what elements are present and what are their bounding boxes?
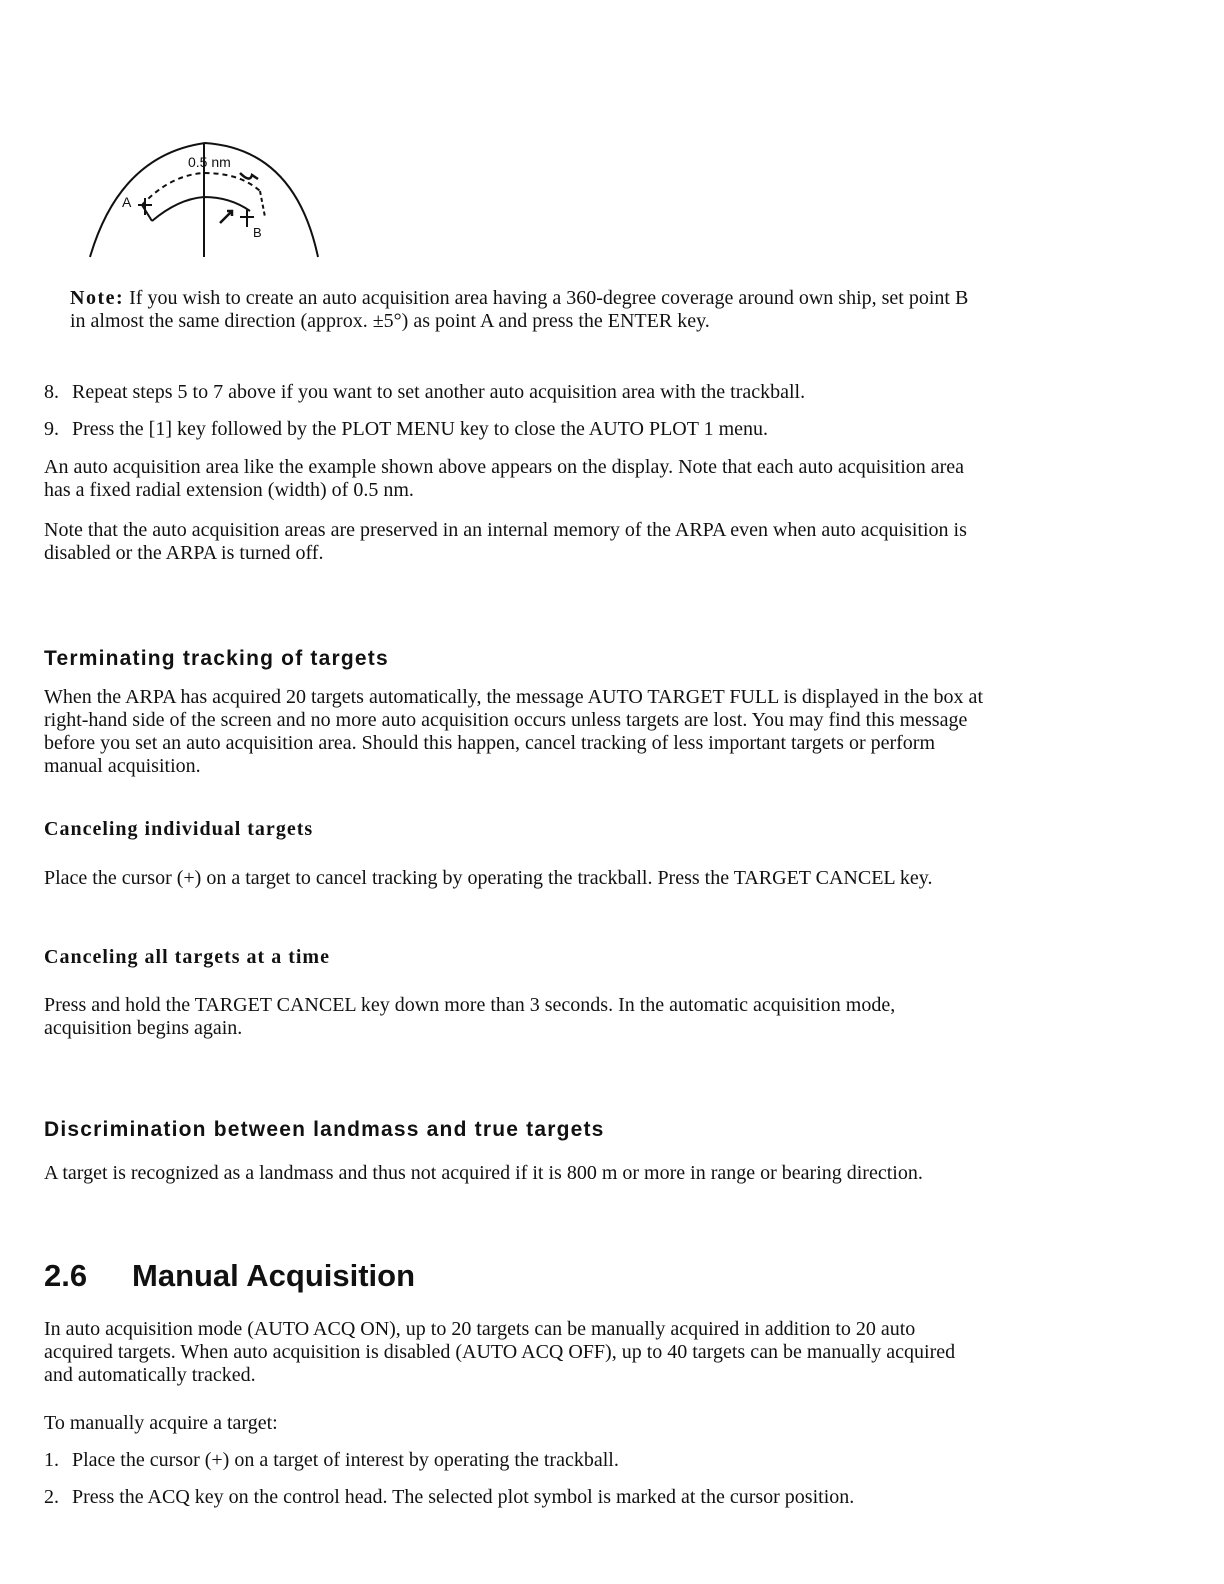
acquisition-area-outer-arc <box>142 173 260 205</box>
list-item <box>44 1449 619 1472</box>
note-text: If you wish to create an auto acquisition area having a 360-degree coverage around own ship, set point B in almost the same direction (approx. ±5°) as point A and press the ENTER key. <box>70 287 969 332</box>
point-b-label: B <box>253 225 262 240</box>
cursor-arrow-icon <box>220 211 232 223</box>
paragraph: In auto acquisition mode (AUTO ACQ ON), up to 20 targets can be manually acquired in addition to 20 auto acquired targets. When auto acquisition is disabled (AUTO ACQ OFF), up to 40 targets can be manually acquired and automatically tracked. <box>44 1318 956 1386</box>
paragraph: Note that the auto acquisition areas are preserved in an internal memory of the ARPA even when auto acquisition is disabled or the ARPA is turned off. <box>44 519 967 564</box>
section-heading-canceling-individual: Canceling individual targets <box>44 818 314 840</box>
acquisition-area-diagram <box>80 135 340 265</box>
list-item <box>44 381 806 404</box>
list-item <box>44 418 769 441</box>
list-text: Place the cursor (+) on a target of interest by operating the trackball. <box>72 1449 619 1471</box>
list-number: 2. <box>44 1486 59 1508</box>
cursor-cross-b-icon <box>240 210 254 227</box>
point-a-label: A <box>122 194 132 210</box>
section-heading-canceling-all: Canceling all targets at a time <box>44 946 330 968</box>
paragraph: When the ARPA has acquired 20 targets automatically, the message AUTO TARGET FULL is displayed in the box at right-hand side of the screen and no more auto acquisition occurs unless targets are lost. You may find this message before you set an auto acquisition area. Should this happen, cancel tracking of less important targets or perform manual acquisition. <box>44 686 983 777</box>
paragraph: An auto acquisition area like the example shown above appears on the display. Note that each auto acquisition area has a fixed radial extension (width) of 0.5 nm. <box>44 456 965 501</box>
section-heading-terminating: Terminating tracking of targets <box>44 647 389 670</box>
range-label: 0.5 nm <box>188 154 231 170</box>
paragraph: To manually acquire a target: <box>44 1412 278 1434</box>
list-text: Press the ACQ key on the control head. The selected plot symbol is marked at the cursor position. <box>72 1486 855 1508</box>
paragraph: Press and hold the TARGET CANCEL key down more than 3 seconds. In the automatic acquisition mode, acquisition begins again. <box>44 994 896 1039</box>
page-title <box>44 1258 415 1294</box>
area-side-b <box>260 191 265 217</box>
list-number: 1. <box>44 1449 59 1471</box>
list-item <box>44 1486 855 1509</box>
area-side-a <box>142 205 152 221</box>
acquisition-area-inner-arc <box>152 197 250 221</box>
section-heading-discrimination: Discrimination between landmass and true targets <box>44 1118 605 1141</box>
section-title: Manual Acquisition <box>132 1258 416 1293</box>
list-number: 8. <box>44 381 59 403</box>
section-number: 2.6 <box>44 1258 88 1293</box>
list-number: 9. <box>44 418 59 440</box>
note-block <box>70 287 970 333</box>
cursor-cross-a-icon <box>138 198 152 215</box>
list-text: Press the [1] key followed by the PLOT MENU key to close the AUTO PLOT 1 menu. <box>72 418 769 440</box>
list-text: Repeat steps 5 to 7 above if you want to set another auto acquisition area with the trackball. <box>72 381 806 403</box>
note-label: Note: <box>70 287 125 309</box>
paragraph: Place the cursor (+) on a target to cancel tracking by operating the trackball. Press the TARGET CANCEL key. <box>44 867 933 889</box>
paragraph: A target is recognized as a landmass and thus not acquired if it is 800 m or more in range or bearing direction. <box>44 1162 923 1184</box>
direction-arrow-icon <box>240 173 258 179</box>
